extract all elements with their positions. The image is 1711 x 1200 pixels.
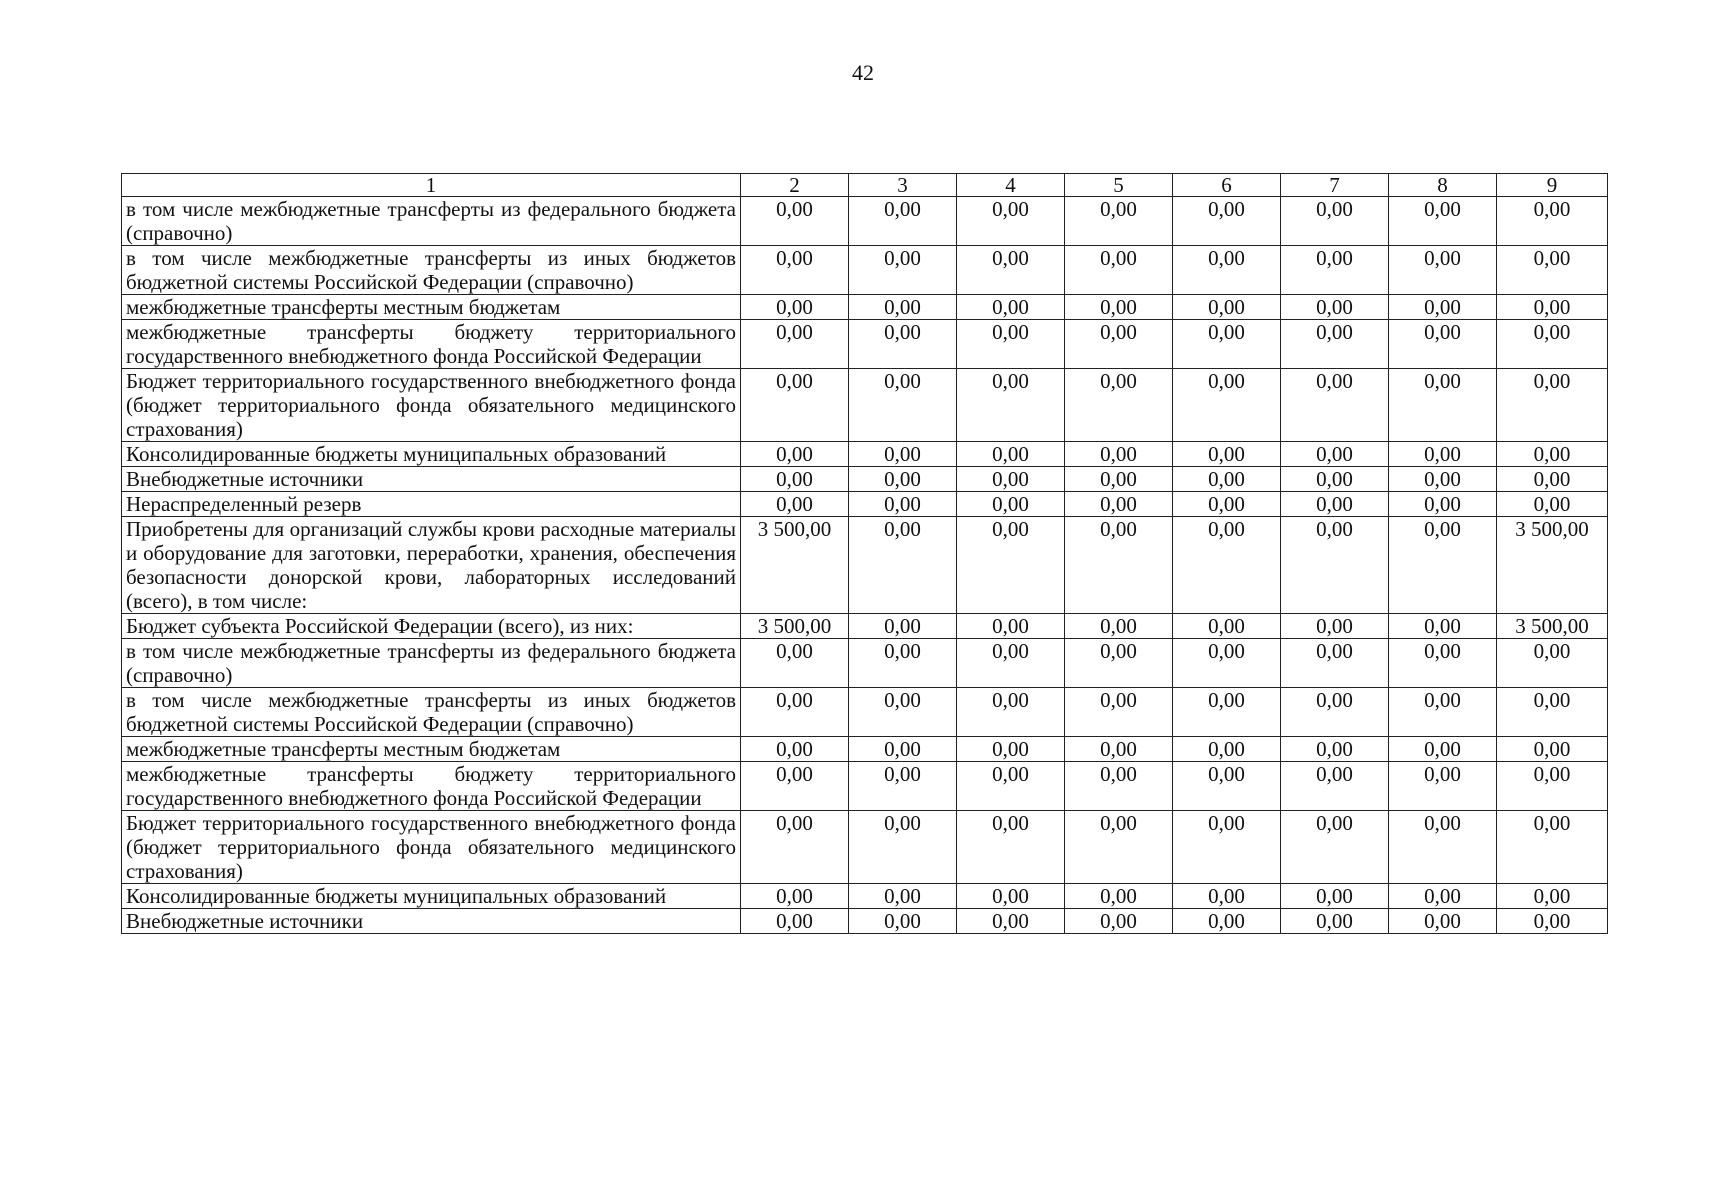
- table-row: [122, 737, 1608, 762]
- row-label: в том числе межбюджетные трансферты из иных бюджетов бюджетной системы Российской Федерации (справочно): [122, 246, 741, 295]
- row-label: в том числе межбюджетные трансферты из федерального бюджета (справочно): [122, 197, 741, 246]
- row-value: 0,00: [1065, 295, 1173, 320]
- row-value: 0,00: [1389, 811, 1497, 884]
- row-label: Консолидированные бюджеты муниципальных образований: [122, 884, 741, 909]
- row-value: 0,00: [1281, 517, 1389, 614]
- row-value: 0,00: [1497, 492, 1608, 517]
- row-value: 0,00: [1497, 639, 1608, 688]
- row-label: межбюджетные трансферты бюджету территориального государственного внебюджетного фонда Российской Федерации: [122, 320, 741, 369]
- row-value: 0,00: [1497, 246, 1608, 295]
- row-value: 0,00: [957, 762, 1065, 811]
- row-value: 0,00: [849, 246, 957, 295]
- row-value: 0,00: [1281, 688, 1389, 737]
- column-header: 1: [122, 174, 741, 197]
- row-label: Нераспределенный резерв: [122, 492, 741, 517]
- row-value: 0,00: [1173, 517, 1281, 614]
- row-value: 0,00: [741, 688, 849, 737]
- row-value: 0,00: [1173, 737, 1281, 762]
- row-value: 0,00: [849, 811, 957, 884]
- row-value: 0,00: [1173, 884, 1281, 909]
- row-value: 0,00: [1389, 688, 1497, 737]
- row-value: 0,00: [1389, 909, 1497, 934]
- row-value: 0,00: [741, 762, 849, 811]
- budget-table: [121, 173, 1608, 934]
- column-number-row: [122, 174, 1608, 197]
- row-value: 0,00: [1281, 492, 1389, 517]
- row-value: 0,00: [1497, 884, 1608, 909]
- row-value: 0,00: [1173, 295, 1281, 320]
- row-value: 0,00: [849, 492, 957, 517]
- column-header: 2: [741, 174, 849, 197]
- row-value: 0,00: [849, 442, 957, 467]
- row-value: 0,00: [1173, 467, 1281, 492]
- table-body: [122, 174, 1608, 934]
- row-value: 0,00: [741, 884, 849, 909]
- row-value: 0,00: [1389, 614, 1497, 639]
- row-value: 0,00: [1281, 884, 1389, 909]
- row-label: межбюджетные трансферты бюджету территориального государственного внебюджетного фонда Российской Федерации: [122, 762, 741, 811]
- row-value: 3 500,00: [1497, 614, 1608, 639]
- row-label: межбюджетные трансферты местным бюджетам: [122, 295, 741, 320]
- row-value: 0,00: [957, 639, 1065, 688]
- row-value: 0,00: [1173, 688, 1281, 737]
- table-row: [122, 517, 1608, 614]
- row-value: 0,00: [1281, 197, 1389, 246]
- row-value: 0,00: [957, 909, 1065, 934]
- column-header: 7: [1281, 174, 1389, 197]
- row-value: 0,00: [1065, 320, 1173, 369]
- row-value: 0,00: [849, 737, 957, 762]
- row-value: 0,00: [1389, 639, 1497, 688]
- table-row: [122, 197, 1608, 246]
- row-value: 3 500,00: [1497, 517, 1608, 614]
- row-value: 0,00: [1065, 467, 1173, 492]
- row-value: 0,00: [741, 909, 849, 934]
- row-label: Внебюджетные источники: [122, 909, 741, 934]
- row-label: в том числе межбюджетные трансферты из иных бюджетов бюджетной системы Российской Федерации (справочно): [122, 688, 741, 737]
- table-row: [122, 246, 1608, 295]
- row-value: 0,00: [1389, 467, 1497, 492]
- row-value: 0,00: [1065, 369, 1173, 442]
- row-label: Бюджет территориального государственного внебюджетного фонда (бюджет территориального фонда обязательного медицинского страхования): [122, 369, 741, 442]
- row-value: 0,00: [1281, 639, 1389, 688]
- row-value: 0,00: [1281, 762, 1389, 811]
- row-value: 0,00: [1497, 369, 1608, 442]
- row-value: 0,00: [1389, 737, 1497, 762]
- row-value: 0,00: [957, 320, 1065, 369]
- row-value: 0,00: [1389, 762, 1497, 811]
- row-value: 0,00: [849, 369, 957, 442]
- row-label: межбюджетные трансферты местным бюджетам: [122, 737, 741, 762]
- table-row: [122, 811, 1608, 884]
- row-value: 0,00: [1389, 197, 1497, 246]
- row-value: 0,00: [1173, 811, 1281, 884]
- row-value: 0,00: [849, 688, 957, 737]
- row-value: 0,00: [1281, 467, 1389, 492]
- row-value: 0,00: [1065, 737, 1173, 762]
- row-value: 0,00: [1065, 811, 1173, 884]
- row-value: 0,00: [1065, 614, 1173, 639]
- table-row: [122, 884, 1608, 909]
- table-row: [122, 762, 1608, 811]
- row-value: 0,00: [741, 246, 849, 295]
- row-value: 0,00: [741, 811, 849, 884]
- column-header: 4: [957, 174, 1065, 197]
- row-value: 0,00: [1065, 884, 1173, 909]
- row-label: Внебюджетные источники: [122, 467, 741, 492]
- row-value: 0,00: [1497, 442, 1608, 467]
- row-value: 0,00: [957, 369, 1065, 442]
- row-value: 0,00: [1281, 295, 1389, 320]
- column-header: 9: [1497, 174, 1608, 197]
- table-row: [122, 614, 1608, 639]
- row-value: 0,00: [1389, 246, 1497, 295]
- row-value: 0,00: [1065, 246, 1173, 295]
- row-value: 0,00: [1281, 442, 1389, 467]
- row-value: 0,00: [957, 295, 1065, 320]
- row-value: 0,00: [1389, 320, 1497, 369]
- row-value: 0,00: [849, 639, 957, 688]
- row-value: 0,00: [741, 320, 849, 369]
- row-value: 0,00: [1497, 467, 1608, 492]
- row-value: 0,00: [1173, 246, 1281, 295]
- row-value: 0,00: [1281, 614, 1389, 639]
- row-value: 0,00: [1173, 639, 1281, 688]
- row-value: 0,00: [1173, 442, 1281, 467]
- row-value: 0,00: [1065, 639, 1173, 688]
- row-value: 0,00: [957, 197, 1065, 246]
- row-value: 0,00: [1497, 688, 1608, 737]
- row-value: 0,00: [1173, 197, 1281, 246]
- row-value: 0,00: [957, 517, 1065, 614]
- row-value: 0,00: [1497, 909, 1608, 934]
- row-value: 0,00: [849, 884, 957, 909]
- row-value: 0,00: [1173, 909, 1281, 934]
- row-value: 0,00: [957, 688, 1065, 737]
- row-value: 0,00: [957, 737, 1065, 762]
- row-value: 0,00: [849, 295, 957, 320]
- row-value: 0,00: [849, 197, 957, 246]
- row-label: Бюджет субъекта Российской Федерации (всего), из них:: [122, 614, 741, 639]
- row-value: 0,00: [1065, 688, 1173, 737]
- row-value: 0,00: [1497, 320, 1608, 369]
- row-value: 0,00: [1497, 737, 1608, 762]
- row-value: 0,00: [849, 320, 957, 369]
- row-value: 0,00: [741, 467, 849, 492]
- page-number: 42: [852, 60, 874, 85]
- row-value: 0,00: [1389, 442, 1497, 467]
- row-value: 0,00: [741, 442, 849, 467]
- row-value: 0,00: [849, 909, 957, 934]
- row-label: Приобретены для организаций службы крови расходные материалы и оборудование для заготовки, переработки, хранения, обеспечения безопасности донорской крови, лабораторных исследований (всего), в том числе:: [122, 517, 741, 614]
- table-row: [122, 909, 1608, 934]
- table-row: [122, 295, 1608, 320]
- row-value: 0,00: [957, 884, 1065, 909]
- row-value: 0,00: [1065, 492, 1173, 517]
- table-row: [122, 320, 1608, 369]
- row-value: 0,00: [1281, 369, 1389, 442]
- row-value: 0,00: [957, 467, 1065, 492]
- row-label: Бюджет территориального государственного внебюджетного фонда (бюджет территориального фонда обязательного медицинского страхования): [122, 811, 741, 884]
- row-value: 0,00: [1173, 614, 1281, 639]
- row-label: в том числе межбюджетные трансферты из федерального бюджета (справочно): [122, 639, 741, 688]
- row-value: 0,00: [849, 614, 957, 639]
- row-value: 0,00: [1281, 811, 1389, 884]
- row-value: 0,00: [741, 369, 849, 442]
- row-value: 0,00: [741, 639, 849, 688]
- row-value: 0,00: [1065, 517, 1173, 614]
- row-label: Консолидированные бюджеты муниципальных образований: [122, 442, 741, 467]
- row-value: 0,00: [741, 197, 849, 246]
- row-value: 0,00: [1389, 295, 1497, 320]
- row-value: 0,00: [849, 517, 957, 614]
- row-value: 0,00: [1173, 492, 1281, 517]
- row-value: 0,00: [741, 737, 849, 762]
- row-value: 0,00: [849, 762, 957, 811]
- row-value: 0,00: [957, 442, 1065, 467]
- row-value: 0,00: [1497, 762, 1608, 811]
- row-value: 0,00: [1497, 295, 1608, 320]
- row-value: 0,00: [741, 492, 849, 517]
- row-value: 0,00: [1065, 197, 1173, 246]
- row-value: 0,00: [1389, 884, 1497, 909]
- row-value: 0,00: [1281, 320, 1389, 369]
- table-row: [122, 369, 1608, 442]
- column-header: 5: [1065, 174, 1173, 197]
- row-value: 0,00: [849, 467, 957, 492]
- table-row: [122, 492, 1608, 517]
- row-value: 0,00: [1281, 909, 1389, 934]
- row-value: 0,00: [1065, 909, 1173, 934]
- column-header: 8: [1389, 174, 1497, 197]
- row-value: 3 500,00: [741, 614, 849, 639]
- row-value: 0,00: [1173, 762, 1281, 811]
- row-value: 0,00: [1389, 517, 1497, 614]
- row-value: 0,00: [1389, 492, 1497, 517]
- row-value: 0,00: [957, 492, 1065, 517]
- row-value: 0,00: [957, 614, 1065, 639]
- row-value: 0,00: [1497, 197, 1608, 246]
- row-value: 0,00: [1065, 442, 1173, 467]
- row-value: 3 500,00: [741, 517, 849, 614]
- row-value: 0,00: [1281, 737, 1389, 762]
- row-value: 0,00: [957, 811, 1065, 884]
- row-value: 0,00: [957, 246, 1065, 295]
- table-row: [122, 639, 1608, 688]
- column-header: 3: [849, 174, 957, 197]
- row-value: 0,00: [1065, 762, 1173, 811]
- table-row: [122, 467, 1608, 492]
- row-value: 0,00: [1497, 811, 1608, 884]
- table-row: [122, 688, 1608, 737]
- row-value: 0,00: [741, 295, 849, 320]
- row-value: 0,00: [1389, 369, 1497, 442]
- row-value: 0,00: [1173, 320, 1281, 369]
- row-value: 0,00: [1281, 246, 1389, 295]
- table-row: [122, 442, 1608, 467]
- row-value: 0,00: [1173, 369, 1281, 442]
- column-header: 6: [1173, 174, 1281, 197]
